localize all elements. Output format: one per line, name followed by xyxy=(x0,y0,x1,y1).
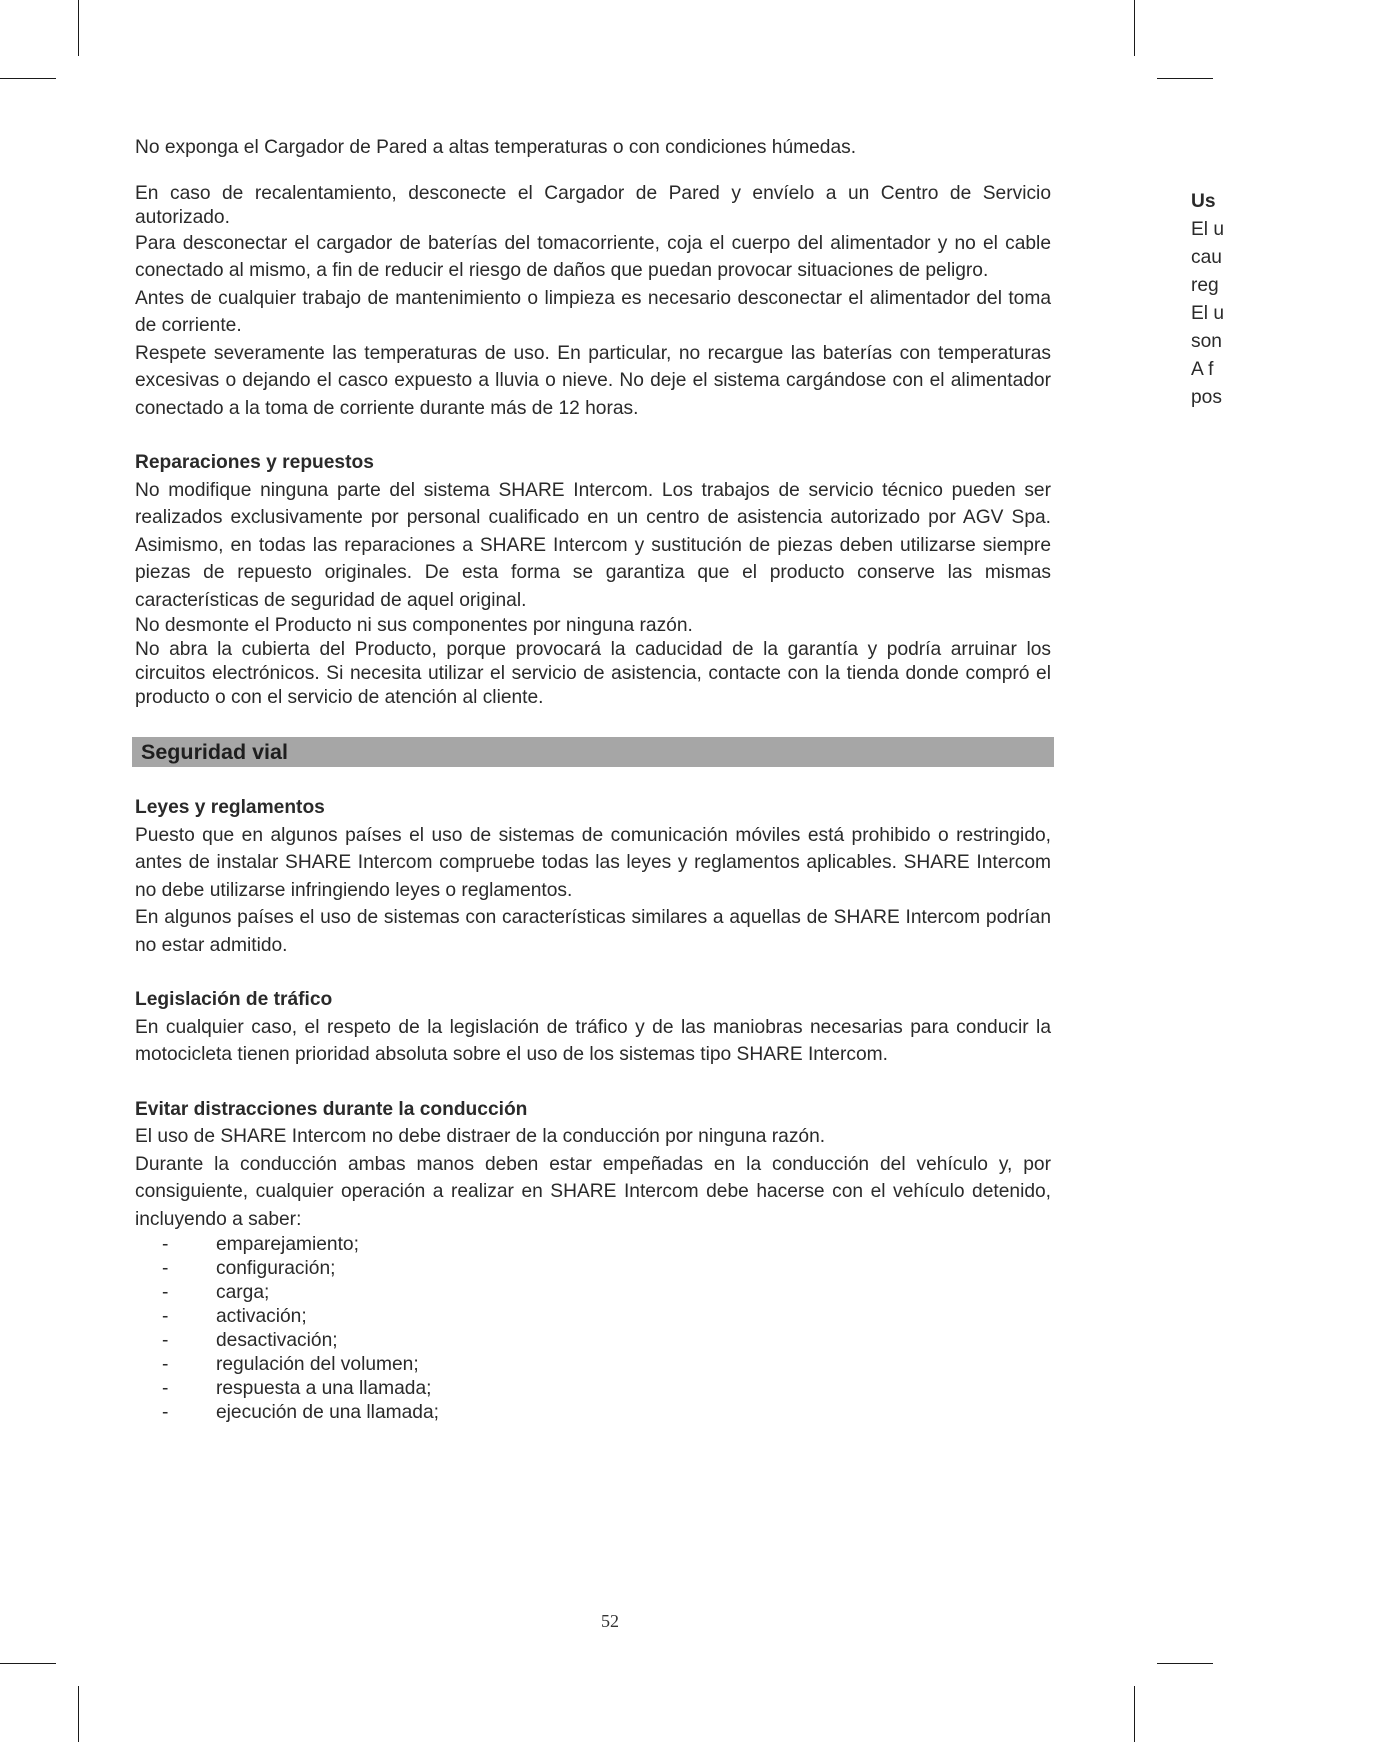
list-item: - configuración; xyxy=(162,1258,336,1279)
list-item: - desactivación; xyxy=(162,1330,338,1351)
intro-paragraph: En caso de recalentamiento, desconecte el Cargador de Pared y envíelo a un Centro de Servicio autorizado. xyxy=(135,182,1051,228)
distractions-paragraph: Durante la conducción ambas manos deben estar empeñadas en la conducción del vehículo y, por consiguiente, cualquier operación a realizar en SHARE Intercom debe hacerse con el vehículo detenido, incluyendo a saber: xyxy=(135,1153,1051,1230)
list-item: - activación; xyxy=(162,1306,307,1327)
list-item: - carga; xyxy=(162,1282,270,1303)
crop-mark xyxy=(0,1663,56,1664)
laws-heading: Leyes y reglamentos xyxy=(135,797,325,818)
next-page-heading: Us xyxy=(1191,191,1216,212)
list-item: - respuesta a una llamada; xyxy=(162,1378,432,1399)
laws-paragraph: En algunos países el uso de sistemas con características similares a aquellas de SHARE Intercom podrían no estar admitido. xyxy=(135,907,1051,956)
laws-paragraph: Puesto que en algunos países el uso de sistemas de comunicación móviles está prohibido o restringido, antes de instalar SHARE Intercom compruebe todas las leyes y reglamentos aplicables. SHARE Intercom no debe utilizarse infringiendo leyes o reglamentos. xyxy=(135,824,1051,901)
next-page-line: reg xyxy=(1191,275,1219,296)
intro-paragraph: Respete severamente las temperaturas de uso. En particular, no recargue las baterías con temperaturas excesivas o dejando el casco expuesto a lluvia o nieve. No deje el sistema cargándose con el alimentador conectado a la toma de corriente durante más de 12 horas. xyxy=(135,342,1051,419)
next-page-line: A f xyxy=(1191,359,1214,380)
next-page-line: cau xyxy=(1191,247,1222,268)
operations-list xyxy=(135,1233,1051,1425)
intro-paragraph: No exponga el Cargador de Pared a altas temperaturas o con condiciones húmedas. xyxy=(135,137,857,158)
section-title-band: Seguridad vial xyxy=(132,737,1054,767)
list-item: - regulación del volumen; xyxy=(162,1354,419,1375)
crop-mark xyxy=(1157,1663,1213,1664)
distractions-paragraph: El uso de SHARE Intercom no debe distraer de la conducción por ninguna razón. xyxy=(135,1126,826,1147)
crop-mark xyxy=(78,1686,79,1742)
next-page-line: El u xyxy=(1191,303,1225,324)
repairs-paragraph: No desmonte el Producto ni sus componentes por ninguna razón. xyxy=(135,615,693,636)
repairs-paragraph: No abra la cubierta del Producto, porque provocará la caducidad de la garantía y podría arruinar los circuitos electrónicos. Si necesita utilizar el servicio de asistencia, contacte con la tienda donde compró el producto o con el servicio de atención al cliente. xyxy=(135,639,1051,708)
crop-mark xyxy=(0,78,56,79)
crop-mark xyxy=(78,0,79,56)
traffic-heading: Legislación de tráfico xyxy=(135,989,333,1010)
next-page-line: pos xyxy=(1191,387,1222,408)
repairs-paragraph: No modifique ninguna parte del sistema SHARE Intercom. Los trabajos de servicio técnico pueden ser realizados exclusivamente por personal cualificado en un centro de asistencia autorizado por AGV Spa. Asimismo, en todas las reparaciones a SHARE Intercom y sustitución de piezas deben utilizarse siempre piezas de repuesto originales. De esta forma se garantiza que el producto conserve las mismas características de seguridad de aquel original. xyxy=(135,479,1051,611)
distractions-heading: Evitar distracciones durante la conducción xyxy=(135,1098,528,1120)
repairs-heading: Reparaciones y repuestos xyxy=(135,452,374,473)
crop-mark xyxy=(1134,0,1135,56)
crop-mark xyxy=(1134,1686,1135,1742)
intro-paragraph: Antes de cualquier trabajo de mantenimiento o limpieza es necesario desconectar el alimentador del toma de corriente. xyxy=(135,287,1051,336)
traffic-paragraph: En cualquier caso, el respeto de la legislación de tráfico y de las maniobras necesarias para conducir la motocicleta tienen prioridad absoluta sobre el uso de los sistemas tipo SHARE Intercom. xyxy=(135,1016,1051,1065)
intro-paragraph: Para desconectar el cargador de baterías del tomacorriente, coja el cuerpo del alimentador y no el cable conectado al mismo, a fin de reducir el riesgo de daños que puedan provocar situaciones de peligro. xyxy=(135,232,1051,281)
crop-mark xyxy=(1157,78,1213,79)
page-number: 52 xyxy=(601,1611,619,1631)
main-text-column xyxy=(135,134,1051,1425)
list-item: - ejecución de una llamada; xyxy=(162,1402,439,1423)
next-page-line: El u xyxy=(1191,219,1225,240)
next-page-fragment xyxy=(1191,188,1391,412)
list-item: - emparejamiento; xyxy=(162,1234,359,1255)
next-page-line: son xyxy=(1191,331,1222,352)
